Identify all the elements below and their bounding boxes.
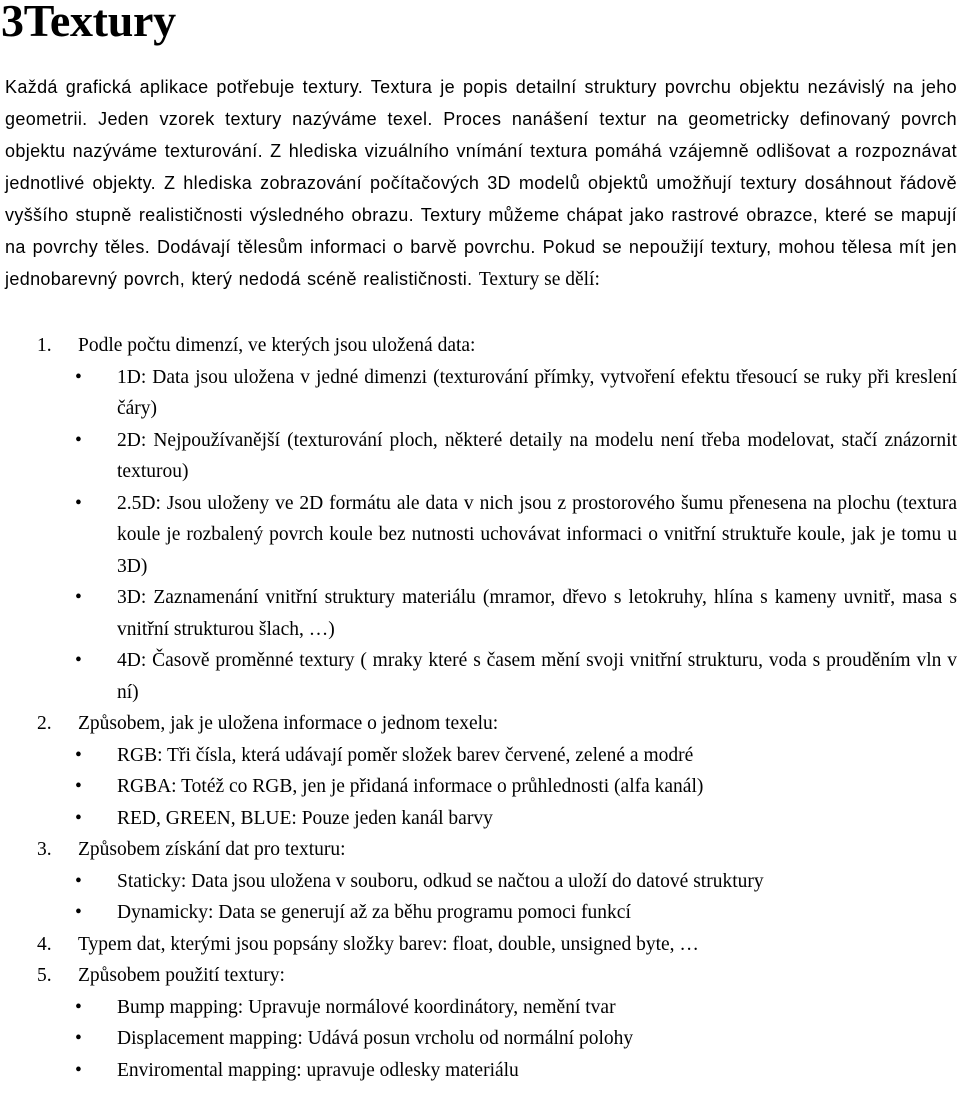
item-text: Způsobem, jak je uložena informace o jednom texelu: <box>78 713 499 734</box>
bullet-text: RED, GREEN, BLUE: Pouze jeden kanál barvy <box>117 807 493 829</box>
item-number: 4. <box>37 933 52 955</box>
bullet-item <box>0 771 960 803</box>
bullet-item <box>0 740 960 772</box>
bullet-item <box>0 645 960 708</box>
item-number: 3. <box>37 839 52 860</box>
bullet-marker: • <box>75 650 82 671</box>
bullet-marker: • <box>75 744 82 766</box>
item-text: Způsobem použití textury: <box>78 965 285 986</box>
bullet-text: 1D: Data jsou uložena v jedné dimenzi (texturování přímky, vytvoření efektu třesoucí se ruky při kreslení čáry) <box>117 366 957 419</box>
bullet-item <box>0 992 960 1024</box>
bullet-marker: • <box>75 492 82 514</box>
bullet-item <box>0 1023 960 1055</box>
intro-text-sans: Z hlediska vizuálního vnímání textura pomáhá vzájemně odlišovat a rozpoznávat jednotlivé objekty. Z hlediska zobrazování počítačových 3D modelů objektů umožňují textury dosáhnout řádově vyššího stupně realističnosti výsledného obrazu. Textury můžeme chápat jako rastrové obrazce, které se mapují na povrchy těles. Dodávají tělesům informaci o barvě povrchu. Pokud se nepoužijí textury, mohou tělesa mít jen jednobarevný povrch, který nedodá scéně realističnosti. <box>5 141 957 289</box>
intro-text-serif: Textury se dělí: <box>478 269 600 290</box>
bullet-marker: • <box>75 996 82 1018</box>
numbered-item <box>0 929 960 961</box>
bullet-marker: • <box>75 902 82 923</box>
numbered-item <box>0 708 960 740</box>
item-number: 2. <box>37 713 52 734</box>
numbered-item <box>0 834 960 866</box>
bullet-text: Enviromental mapping: upravuje odlesky materiálu <box>117 1059 519 1081</box>
bullet-text: RGBA: Totéž co RGB, jen je přidaná informace o průhlednosti (alfa kanál) <box>117 776 704 797</box>
intro-text-sans: Každá grafická aplikace potřebuje textury. Textura je popis detailní struktury povrchu objektu nezávislý na jeho geometrii. Jeden vzorek textury nazýváme texel. Proces nanášení textur na geometricky definovaný povrch objektu nazýváme texturování. <box>5 77 957 161</box>
bullet-item <box>0 582 960 645</box>
numbered-item <box>0 960 960 992</box>
page-title: 3Textury <box>1 0 176 46</box>
bullet-marker: • <box>75 807 82 829</box>
bullet-text: RGB: Tři čísla, která udávají poměr složek barev červené, zelené a modré <box>117 744 694 766</box>
bullet-marker: • <box>75 1059 82 1081</box>
bullet-item <box>0 488 960 583</box>
numbered-item <box>0 330 960 362</box>
bullet-marker: • <box>75 587 82 608</box>
bullet-item <box>0 803 960 835</box>
bullet-text: 2.5D: Jsou uloženy ve 2D formátu ale data v nich jsou z prostorového šumu přenesena na plochu (textura koule je rozbalený povrch koule bez nutnosti uchovávat informaci o vnitřní struktuře koule, jak je tomu u 3D) <box>117 492 957 577</box>
item-number: 5. <box>37 965 52 986</box>
bullet-text: Staticky: Data jsou uložena v souboru, odkud se načtou a uloží do datové struktury <box>117 870 764 892</box>
item-text: Způsobem získání dat pro texturu: <box>78 839 346 860</box>
bullet-item <box>0 897 960 929</box>
bullet-text: 2D: Nejpoužívanější (texturování ploch, některé detaily na modelu není třeba modelovat, stačí znázornit texturou) <box>117 429 957 482</box>
bullet-marker: • <box>75 366 82 388</box>
bullet-text: Dynamicky: Data se generují až za běhu programu pomoci funkcí <box>117 902 631 923</box>
bullet-marker: • <box>75 776 82 797</box>
bullet-text: Bump mapping: Upravuje normálové koordinátory, nemění tvar <box>117 996 616 1018</box>
item-text: Typem dat, kterými jsou popsány složky barev: float, double, unsigned byte, … <box>78 933 699 955</box>
intro-paragraph <box>5 71 957 296</box>
bullet-marker: • <box>75 1028 82 1049</box>
bullet-item <box>0 362 960 425</box>
bullet-item <box>0 425 960 488</box>
texture-classification-list <box>0 330 960 1086</box>
item-number: 1. <box>37 335 52 356</box>
bullet-marker: • <box>75 429 82 451</box>
bullet-item <box>0 1055 960 1087</box>
bullet-item <box>0 866 960 898</box>
bullet-text: 4D: Časově proměnné textury ( mraky které s časem mění svoji vnitřní strukturu, voda s prouděním vln v ní) <box>117 650 957 703</box>
bullet-text: 3D: Zaznamenání vnitřní struktury materiálu (mramor, dřevo s letokruhy, hlína s kameny uvnitř, masa s vnitřní strukturou šlach, …) <box>117 587 957 640</box>
bullet-text: Displacement mapping: Udává posun vrcholu od normální polohy <box>117 1028 634 1049</box>
item-text: Podle počtu dimenzí, ve kterých jsou uložená data: <box>78 335 476 356</box>
bullet-marker: • <box>75 870 82 892</box>
